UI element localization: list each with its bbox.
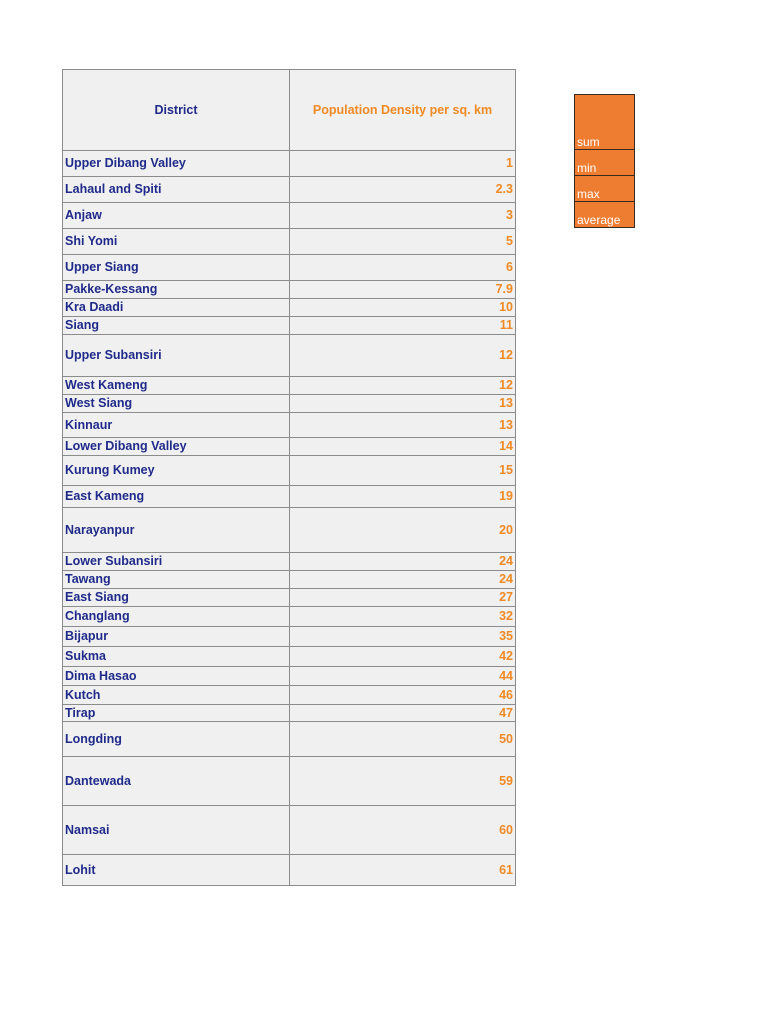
table-row [63, 317, 516, 335]
density-cell[interactable]: 24 [290, 571, 516, 589]
table-row [63, 151, 516, 177]
density-cell[interactable]: 42 [290, 647, 516, 667]
density-cell[interactable]: 12 [290, 377, 516, 395]
district-cell[interactable]: Kra Daadi [63, 299, 290, 317]
density-cell[interactable]: 27 [290, 589, 516, 607]
district-cell[interactable]: Namsai [63, 806, 290, 855]
district-cell[interactable]: Bijapur [63, 627, 290, 647]
district-cell[interactable]: East Kameng [63, 486, 290, 508]
table-row [63, 203, 516, 229]
district-cell[interactable]: Lahaul and Spiti [63, 177, 290, 203]
stats-box [574, 94, 635, 228]
table-row [63, 722, 516, 757]
density-cell[interactable]: 47 [290, 705, 516, 722]
table-row [63, 553, 516, 571]
density-cell[interactable]: 59 [290, 757, 516, 806]
density-cell[interactable]: 19 [290, 486, 516, 508]
district-cell[interactable]: Kinnaur [63, 413, 290, 438]
table-row [63, 607, 516, 627]
district-cell[interactable]: Tawang [63, 571, 290, 589]
district-cell[interactable]: Changlang [63, 607, 290, 627]
density-cell[interactable]: 10 [290, 299, 516, 317]
table-row [63, 299, 516, 317]
table-row [63, 589, 516, 607]
density-table [62, 69, 516, 886]
table-row [63, 571, 516, 589]
district-cell[interactable]: Siang [63, 317, 290, 335]
district-cell[interactable]: Longding [63, 722, 290, 757]
table-row [63, 438, 516, 456]
stats-average-cell[interactable]: average [575, 202, 635, 228]
table-header-row [63, 70, 516, 151]
table-row [63, 627, 516, 647]
table-row [63, 855, 516, 886]
table-row [63, 806, 516, 855]
table-row [63, 456, 516, 486]
district-cell[interactable]: Pakke-Kessang [63, 281, 290, 299]
district-cell[interactable]: Upper Subansiri [63, 335, 290, 377]
density-cell[interactable]: 44 [290, 667, 516, 686]
density-column-header[interactable]: Population Density per sq. km [290, 70, 516, 151]
density-cell[interactable]: 2.3 [290, 177, 516, 203]
district-cell[interactable]: Tirap [63, 705, 290, 722]
density-cell[interactable]: 3 [290, 203, 516, 229]
district-cell[interactable]: Lower Dibang Valley [63, 438, 290, 456]
table-row [63, 281, 516, 299]
district-cell[interactable]: Kurung Kumey [63, 456, 290, 486]
table-row [63, 705, 516, 722]
table-row [63, 667, 516, 686]
district-cell[interactable]: West Siang [63, 395, 290, 413]
district-cell[interactable]: Narayanpur [63, 508, 290, 553]
table-body [63, 151, 516, 886]
table-row [63, 395, 516, 413]
district-cell[interactable]: Anjaw [63, 203, 290, 229]
district-cell[interactable]: Sukma [63, 647, 290, 667]
district-cell[interactable]: Lohit [63, 855, 290, 886]
density-cell[interactable]: 11 [290, 317, 516, 335]
density-cell[interactable]: 46 [290, 686, 516, 705]
table-row [63, 177, 516, 203]
district-cell[interactable]: Kutch [63, 686, 290, 705]
density-cell[interactable]: 20 [290, 508, 516, 553]
table-row [63, 486, 516, 508]
density-cell[interactable]: 60 [290, 806, 516, 855]
density-cell[interactable]: 15 [290, 456, 516, 486]
district-cell[interactable]: Dantewada [63, 757, 290, 806]
density-cell[interactable]: 12 [290, 335, 516, 377]
table-row [63, 508, 516, 553]
density-cell[interactable]: 5 [290, 229, 516, 255]
stats-max-cell[interactable]: max [575, 176, 635, 202]
density-cell[interactable]: 1 [290, 151, 516, 177]
district-cell[interactable]: Dima Hasao [63, 667, 290, 686]
district-cell[interactable]: Upper Siang [63, 255, 290, 281]
stats-min-cell[interactable]: min [575, 150, 635, 176]
table-row [63, 647, 516, 667]
district-cell[interactable]: Lower Subansiri [63, 553, 290, 571]
density-cell[interactable]: 24 [290, 553, 516, 571]
density-cell[interactable]: 7.9 [290, 281, 516, 299]
district-cell[interactable]: East Siang [63, 589, 290, 607]
table-row [63, 413, 516, 438]
table-row [63, 686, 516, 705]
district-cell[interactable]: Shi Yomi [63, 229, 290, 255]
table-row [63, 377, 516, 395]
density-cell[interactable]: 13 [290, 395, 516, 413]
table-row [63, 255, 516, 281]
table-row [63, 335, 516, 377]
density-cell[interactable]: 50 [290, 722, 516, 757]
stats-sum-cell[interactable]: sum [575, 95, 635, 150]
district-cell[interactable]: Upper Dibang Valley [63, 151, 290, 177]
district-column-header[interactable]: District [63, 70, 290, 151]
table-row [63, 757, 516, 806]
density-cell[interactable]: 35 [290, 627, 516, 647]
density-cell[interactable]: 13 [290, 413, 516, 438]
density-cell[interactable]: 14 [290, 438, 516, 456]
density-cell[interactable]: 6 [290, 255, 516, 281]
density-cell[interactable]: 32 [290, 607, 516, 627]
table-row [63, 229, 516, 255]
district-cell[interactable]: West Kameng [63, 377, 290, 395]
density-cell[interactable]: 61 [290, 855, 516, 886]
